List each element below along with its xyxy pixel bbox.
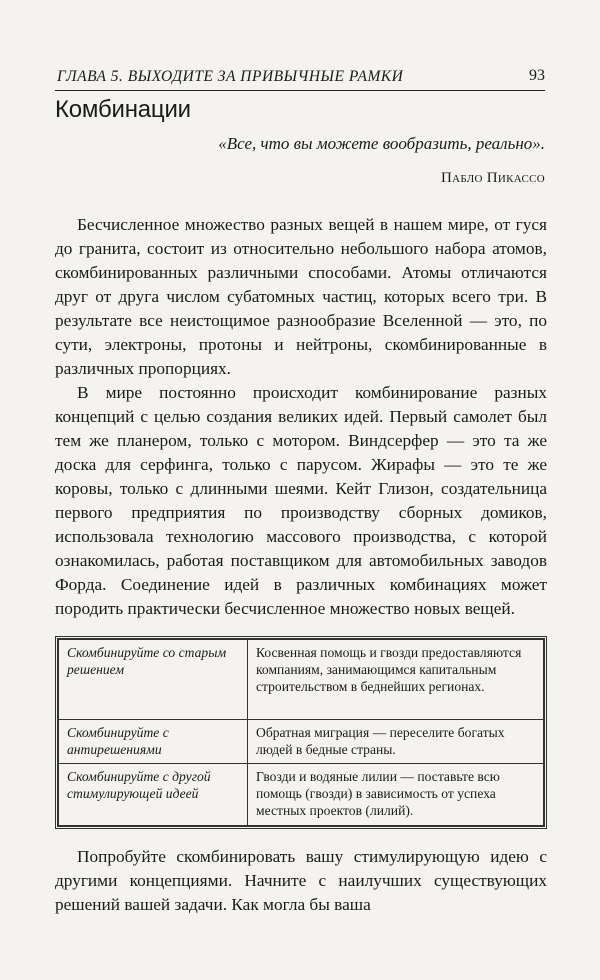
section-title: Комбинации xyxy=(55,96,191,123)
combination-table xyxy=(55,636,547,829)
epigraph-author: Пабло Пикассо xyxy=(441,170,545,186)
paragraph-2: В мире постоянно происходит комбинирование разных концепций с целью создания великих идей. Первый самолет был тем же планером, только с мотором. Виндсерфер — это та же доска для серфинга, только с парусом. Жирафы — это те же коровы, только с длинными шеями. Кейт Глизон, создательница первого предприятия по производству сборных домиков, использовала технологию массового производства, с которой ознакомилась, работая поставщиком для автомобильных заводов Форда. Соединение идей в различных комбинациях может породить практически бесчисленное множество новых вещей. xyxy=(55,383,547,618)
page-number: 93 xyxy=(529,67,545,84)
epigraph-quote: «Все, что вы можете вообразить, реально». xyxy=(218,134,545,153)
strategy-cell: Скомбинируйте с другой стимулирующей идеей xyxy=(59,764,248,826)
running-head xyxy=(55,62,545,91)
table-row xyxy=(59,764,544,826)
paragraph-3: Попробуйте скомбинировать вашу стимулирующую идею с другими концепциями. Начните с наилучших существующих решений вашей задачи. Как могла бы ваша xyxy=(55,847,547,914)
running-title: ГЛАВА 5. ВЫХОДИТЕ ЗА ПРИВЫЧНЫЕ РАМКИ xyxy=(57,68,404,85)
strategy-cell: Скомбинируйте со старым решением xyxy=(59,640,248,720)
example-cell: Косвенная помощь и гвозди предоставляются компаниям, занимающимся капитальным строительством в беднейших регионах. xyxy=(248,640,544,720)
table-row xyxy=(59,720,544,764)
example-cell: Обратная миграция — переселите богатых людей в бедные страны. xyxy=(248,720,544,764)
body-text xyxy=(55,213,547,621)
example-cell: Гвозди и водяные лилии — поставьте всю помощь (гвозди) в зависимость от успеха местных проектов (лилий). xyxy=(248,764,544,826)
paragraph-1: Бесчисленное множество разных вещей в нашем мире, от гуся до гранита, состоит из относительно небольшого набора атомов, скомбинированных различными способами. Атомы отличаются друг от друга числом субатомных частиц, которых всего три. В результате все неистощимое разнообразие Вселенной — это, по сути, электроны, протоны и нейтроны, скомбинированные в различных пропорциях. xyxy=(55,215,547,378)
body-text-continued xyxy=(55,845,547,917)
strategy-cell: Скомбинируйте с антирешениями xyxy=(59,720,248,764)
table-row xyxy=(59,640,544,720)
